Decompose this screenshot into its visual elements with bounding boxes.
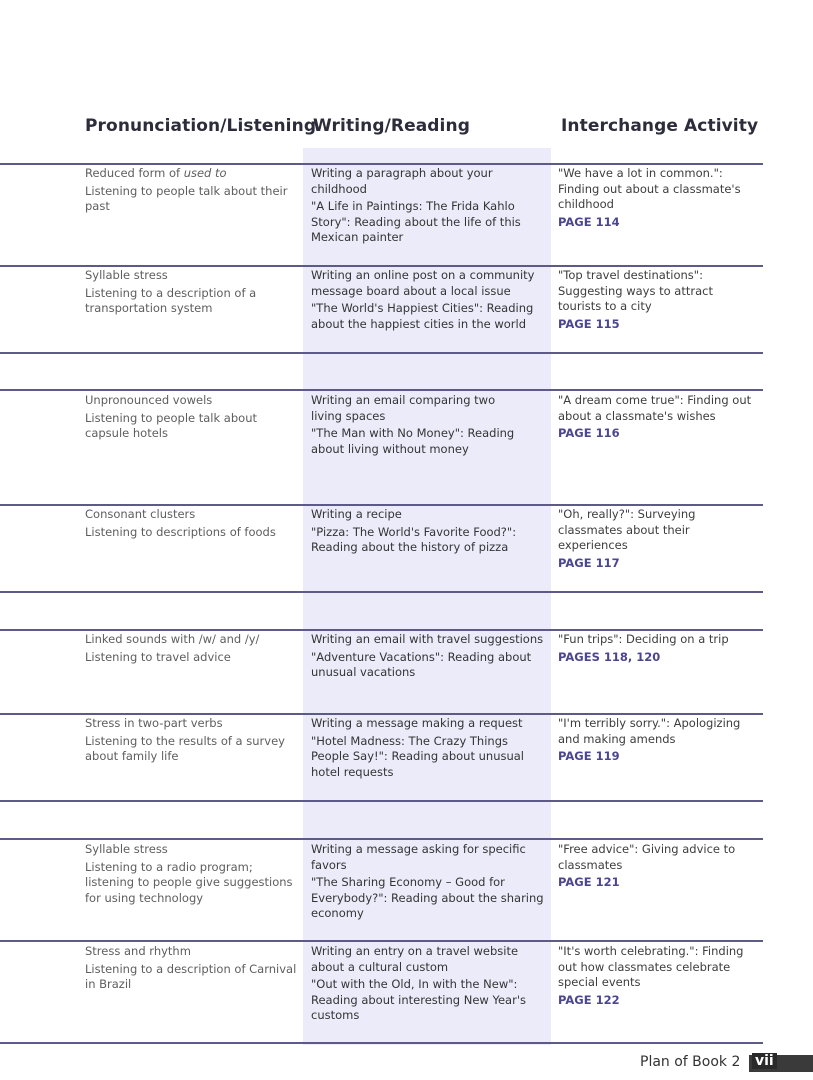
row-divider	[0, 591, 763, 593]
writing-reading-cell	[311, 944, 549, 1024]
writing-topic: living spaces	[311, 408, 386, 423]
interchange-activity-cell	[558, 632, 758, 665]
reading-topic: "Pizza: The World's Favorite Food?":	[311, 524, 517, 539]
listening-topic: about family life	[85, 749, 179, 763]
listening-topic: Listening to a description of a	[85, 285, 257, 300]
activity-description: "A dream come true": Finding out	[558, 393, 752, 407]
row-divider	[0, 389, 763, 391]
page-reference: PAGE 122	[558, 992, 620, 1007]
writing-topic: Writing a message making a request	[311, 716, 523, 730]
row-divider	[0, 713, 763, 715]
activity-description: "Fun trips": Deciding on a trip	[558, 632, 729, 646]
writing-topic: Writing an email with travel suggestions	[311, 632, 544, 646]
writing-topic: Writing a message asking for specific	[311, 842, 526, 856]
pronunciation-topic: Syllable stress	[85, 842, 168, 856]
reading-topic: Story": Reading about the life of this	[311, 214, 521, 229]
listening-topic: capsule hotels	[85, 426, 168, 440]
reading-topic: "The World's Happiest Cities": Reading	[311, 301, 534, 315]
writing-topic: Writing an online post on a community	[311, 268, 535, 282]
writing-reading-cell	[311, 716, 549, 780]
writing-topic: Writing a recipe	[311, 507, 402, 521]
page-reference: PAGE 117	[558, 555, 620, 570]
reading-topic: Reading about the history of pizza	[311, 540, 509, 554]
reading-topic: "A Life in Paintings: The Frida Kahlo	[311, 199, 515, 213]
reading-topic: "The Sharing Economy – Good for	[311, 875, 505, 889]
reading-topic: unusual vacations	[311, 665, 416, 679]
activity-description: about a classmate's wishes	[558, 408, 716, 423]
page-reference: PAGE 115	[558, 316, 620, 331]
pronunciation-topic: Stress in two-part verbs	[85, 716, 223, 730]
row-divider	[0, 800, 763, 802]
row-divider	[0, 838, 763, 840]
row-divider	[0, 265, 763, 267]
reading-topic: about the happiest cities in the world	[311, 316, 527, 331]
interchange-activity-cell	[558, 507, 758, 571]
pronunciation-topic: Stress and rhythm	[85, 944, 191, 958]
writing-reading-cell	[311, 632, 549, 681]
reading-topic: customs	[311, 1008, 360, 1022]
interchange-activity-cell	[558, 944, 758, 1008]
activity-description: and making amends	[558, 731, 676, 746]
activity-description: "It's worth celebrating.": Finding	[558, 944, 744, 958]
writing-topic: Writing an email comparing two	[311, 393, 496, 407]
pronunciation-listening-cell	[85, 393, 300, 442]
pronunciation-listening-cell	[85, 842, 300, 906]
pronunciation-topic: Linked sounds with /w/ and /y/	[85, 632, 260, 646]
header-pronunciation-listening: Pronunciation/Listening	[85, 116, 317, 136]
activity-description: special events	[558, 975, 641, 989]
writing-reading-cell	[311, 166, 549, 246]
activity-description: Finding out about a classmate's	[558, 181, 741, 196]
listening-topic: Listening to people talk about	[85, 410, 257, 425]
reading-topic: Everybody?": Reading about the sharing	[311, 890, 544, 905]
page-reference: PAGE 119	[558, 749, 620, 763]
writing-reading-cell	[311, 393, 549, 457]
row-divider	[0, 504, 763, 506]
pronunciation-topic: Syllable stress	[85, 268, 168, 282]
page-number: vii	[752, 1053, 777, 1069]
pronunciation-listening-cell	[85, 944, 300, 993]
reading-topic: "Out with the Old, In with the New":	[311, 977, 518, 991]
reading-topic: "The Man with No Money": Reading	[311, 426, 515, 440]
listening-topic: Listening to the results of a survey	[85, 733, 285, 748]
writing-topic: about a cultural custom	[311, 959, 449, 974]
interchange-activity-cell	[558, 716, 758, 765]
pronunciation-listening-cell	[85, 716, 300, 765]
pronunciation-topic: Unpronounced vowels	[85, 393, 213, 407]
interchange-activity-cell	[558, 393, 758, 442]
reading-topic: hotel requests	[311, 764, 394, 779]
reading-topic: "Adventure Vacations": Reading about	[311, 649, 532, 664]
pronunciation-listening-cell	[85, 632, 300, 665]
reading-topic: Mexican painter	[311, 230, 404, 244]
writing-topic: Writing a paragraph about your	[311, 166, 493, 180]
row-divider	[0, 629, 763, 631]
listening-topic: transportation system	[85, 301, 213, 315]
pronunciation-topic: Consonant clusters	[85, 507, 196, 521]
writing-topic: childhood	[311, 181, 367, 196]
row-divider	[0, 1042, 763, 1044]
row-divider	[0, 940, 763, 942]
listening-topic: listening to people give suggestions	[85, 875, 293, 889]
pronunciation-listening-cell	[85, 166, 300, 215]
activity-description: "Top travel destinations":	[558, 268, 703, 282]
activity-description: "We have a lot in common.":	[558, 166, 723, 180]
page-reference: PAGE 116	[558, 426, 620, 440]
activity-description: tourists to a city	[558, 299, 652, 313]
listening-topic: Listening to people talk about their	[85, 183, 288, 198]
writing-reading-cell	[311, 507, 549, 556]
activity-description: childhood	[558, 197, 614, 211]
listening-topic: in Brazil	[85, 977, 132, 991]
activity-description: out how classmates celebrate	[558, 959, 731, 974]
page-reference: PAGE 114	[558, 214, 620, 229]
page-reference: PAGE 121	[558, 875, 620, 889]
writing-topic: favors	[311, 857, 347, 872]
header-writing-reading: Writing/Reading	[313, 116, 470, 136]
row-divider	[0, 352, 763, 354]
listening-topic: Listening to a radio program;	[85, 859, 253, 874]
header-interchange-activity: Interchange Activity	[561, 116, 759, 136]
page-reference: PAGES 118, 120	[558, 649, 661, 664]
activity-description: "Free advice": Giving advice to	[558, 842, 736, 856]
interchange-activity-cell	[558, 268, 758, 332]
listening-topic: Listening to a description of Carnival	[85, 961, 297, 976]
pronunciation-listening-cell	[85, 507, 300, 540]
activity-description: "I'm terribly sorry.": Apologizing	[558, 716, 741, 730]
row-divider	[0, 163, 763, 165]
reading-topic: about living without money	[311, 441, 469, 456]
writing-topic: message board about a local issue	[311, 283, 511, 298]
activity-description: "Oh, really?": Surveying	[558, 507, 696, 521]
pronunciation-listening-cell	[85, 268, 300, 317]
activity-description: classmates about their	[558, 522, 690, 537]
reading-topic: "Hotel Madness: The Crazy Things	[311, 733, 508, 748]
listening-topic: Listening to descriptions of foods	[85, 524, 276, 539]
activity-description: classmates	[558, 857, 623, 872]
pronunciation-topic: Reduced form of used to	[85, 166, 227, 180]
reading-topic: economy	[311, 906, 364, 920]
writing-topic: Writing an entry on a travel website	[311, 944, 519, 958]
listening-topic: past	[85, 199, 110, 213]
interchange-activity-cell	[558, 842, 758, 891]
interchange-activity-cell	[558, 166, 758, 230]
activity-description: Suggesting ways to attract	[558, 283, 713, 298]
footer-book-title: Plan of Book 2	[640, 1054, 741, 1070]
reading-topic: People Say!": Reading about unusual	[311, 749, 525, 763]
listening-topic: for using technology	[85, 890, 204, 905]
writing-reading-cell	[311, 268, 549, 332]
activity-description: experiences	[558, 538, 628, 552]
writing-reading-cell	[311, 842, 549, 922]
reading-topic: Reading about interesting New Year's	[311, 992, 526, 1007]
listening-topic: Listening to travel advice	[85, 649, 231, 664]
